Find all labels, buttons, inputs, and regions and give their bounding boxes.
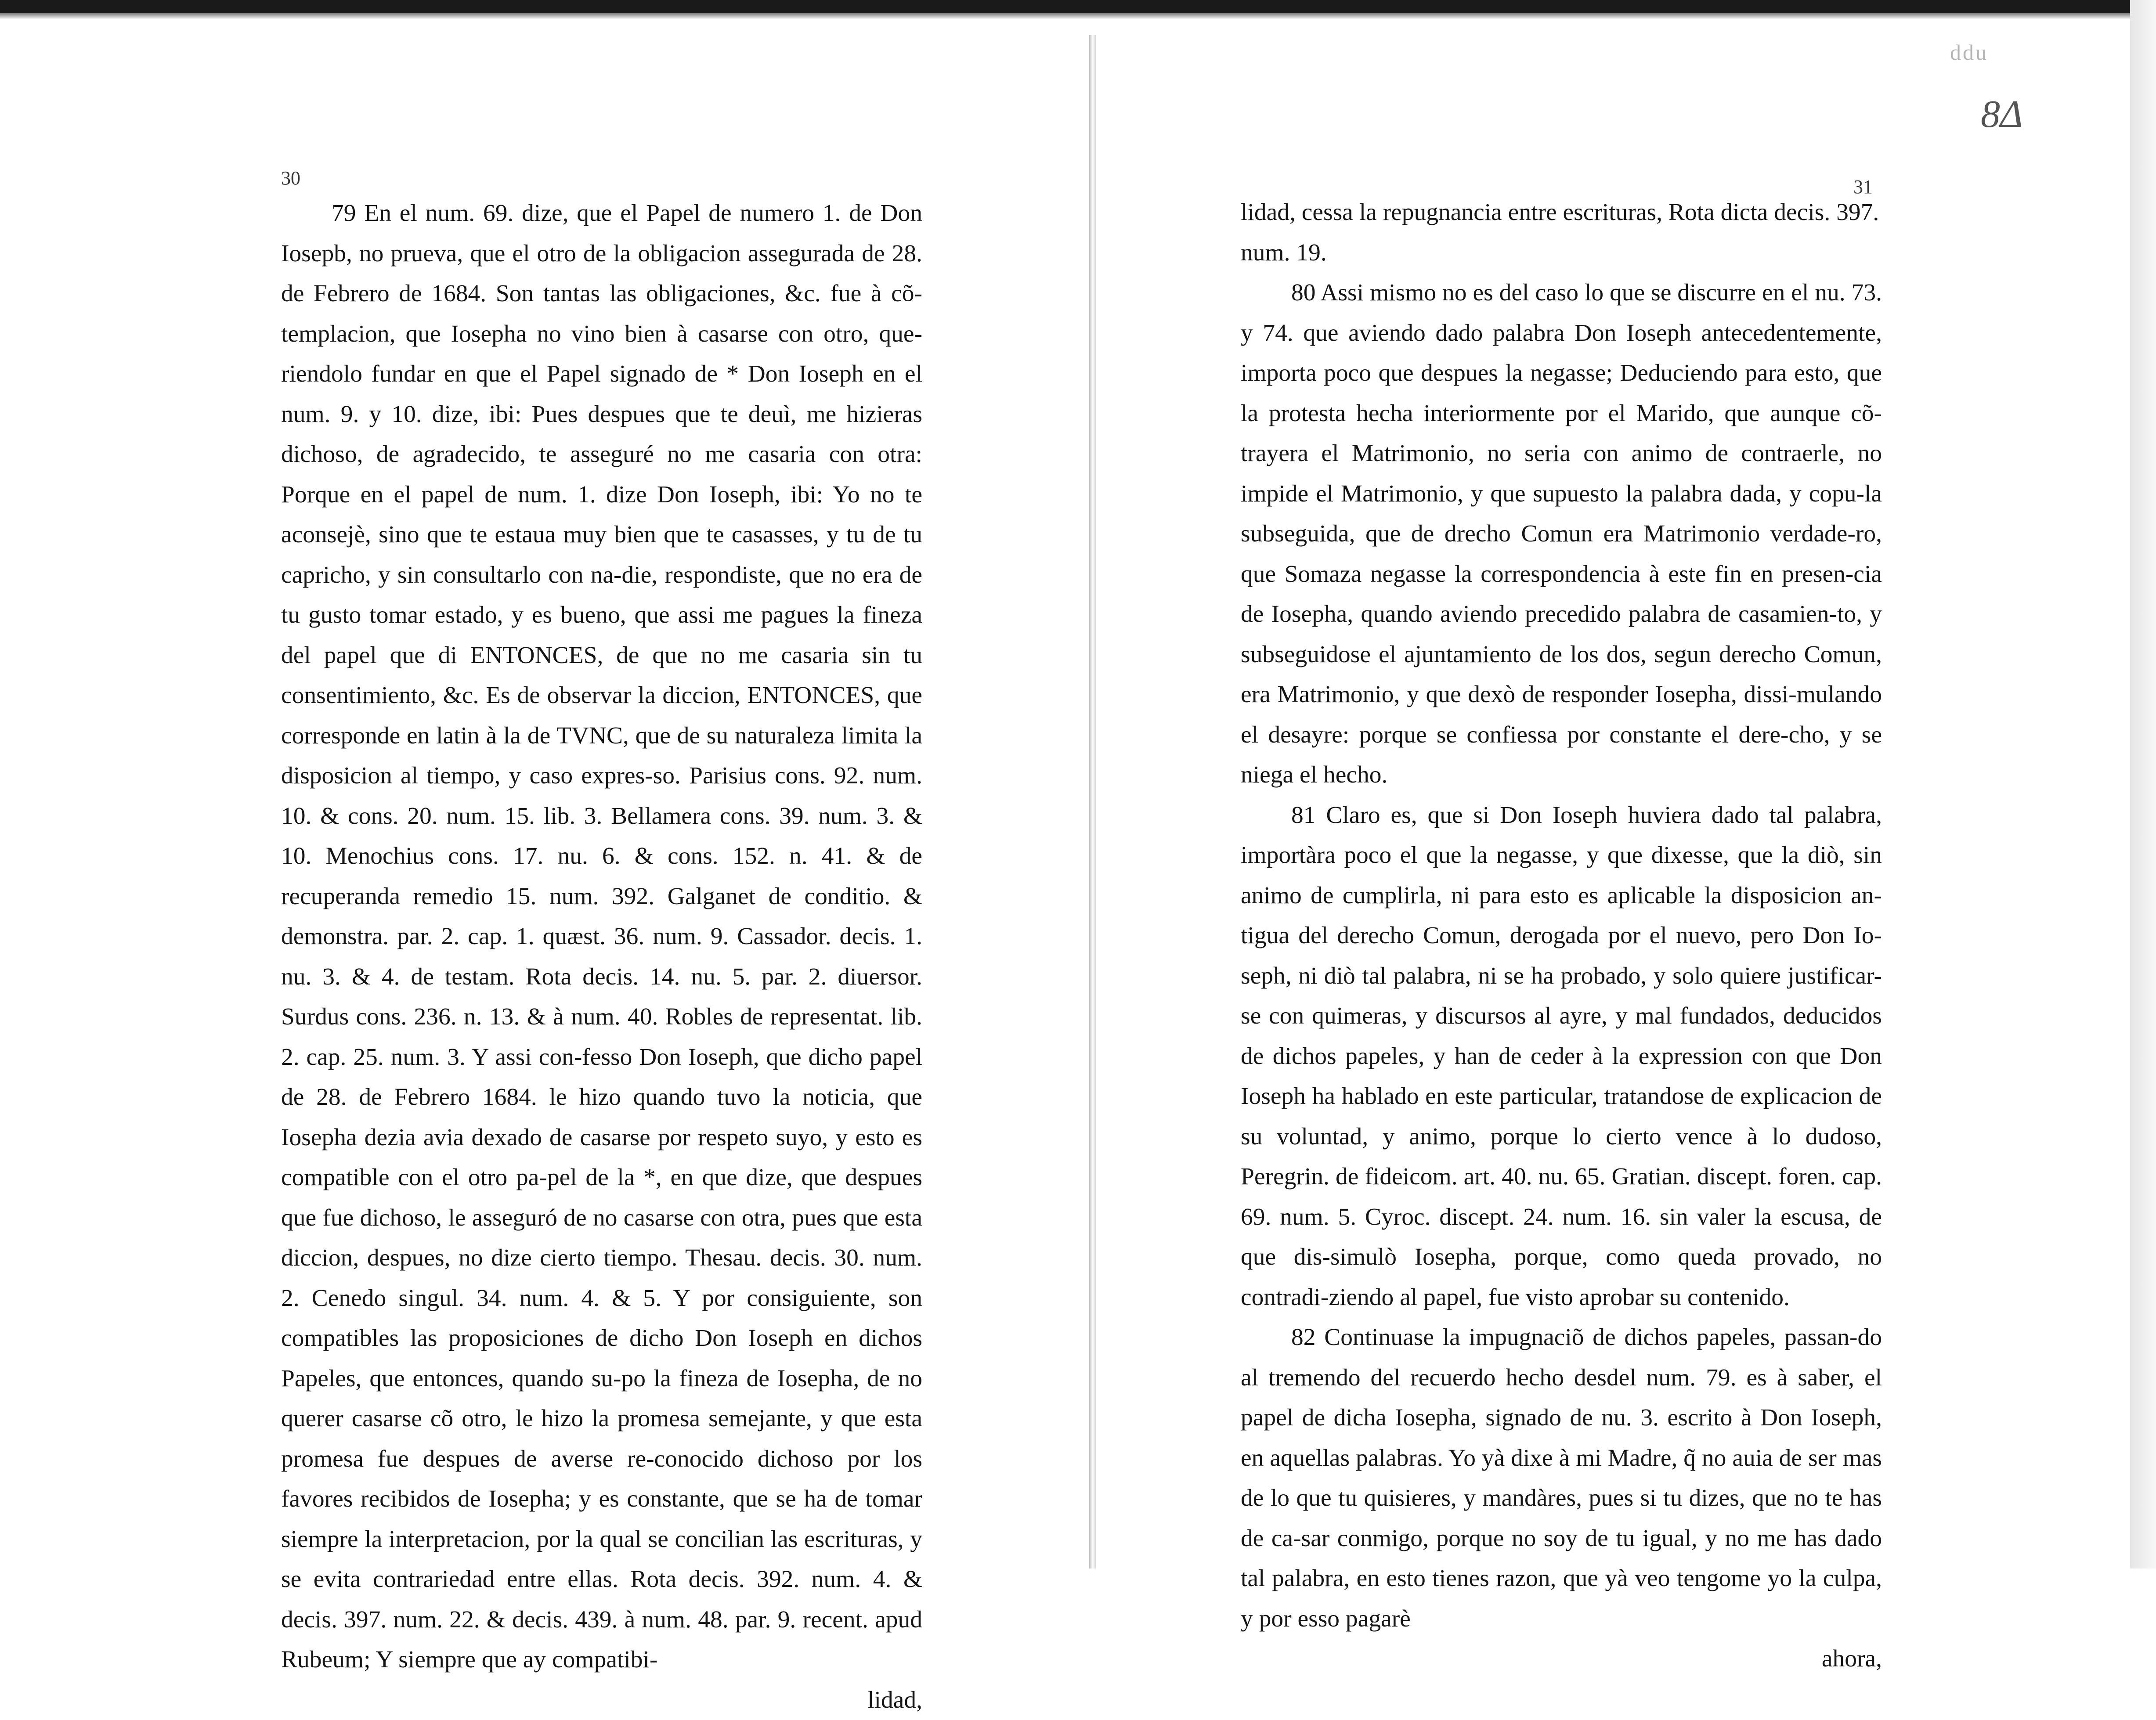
scan-top-shade [0, 13, 2156, 19]
left-page-number: 30 [281, 167, 300, 189]
paragraph-79: 79 En el num. 69. dize, que el Papel de numero 1. de Don Iosepb, no prueva, que el otro de la obligacion assegurada de 28. de Febrero de 1684. Son tantas las obligaciones, &c. fue à cõ-templacion, que Iosepha no vino bien à casarse con otro, que-riendolo fundar en que el Papel signado de * Don Ioseph en el num. 9. y 10. dize, ibi: Pues despues que te deuì, me hizieras dichoso, de agradecido, te asseguré no me casaria con otra: Porque en el papel de num. 1. dize Don Ioseph, ibi: Yo no te aconsejè, sino que te estaua muy bien que te casasses, y tu de tu capricho, y sin consultarlo con na-die, respondiste, que no era de tu gusto tomar estado, y es bueno, que assi me pagues la fineza del papel que di ENTONCES, de que no me casaria sin tu consentimiento, &c. Es de observar la diccion, ENTONCES, que corresponde en latin à la de TVNC, que de su naturaleza limita la disposicion al tiempo, y caso expres-so. Parisius cons. 92. num. 10. & cons. 20. num. 15. lib. 3. Bellamera cons. 39. num. 3. & 10. Menochius cons. 17. nu. 6. & cons. 152. n. 41. & de recuperanda remedio 15. num. 392. Galganet de conditio. & demonstra. par. 2. cap. 1. quæst. 36. num. 9. Cassador. decis. 1. nu. 3. & 4. de testam. Rota decis. 14. nu. 5. par. 2. diuersor. Surdus cons. 236. n. 13. & à num. 40. Robles de representat. lib. 2. cap. 25. num. 3. Y assi con-fesso Don Ioseph, que dicho papel de 28. de Febrero 1684. le hizo quando tuvo la noticia, que Iosepha dezia avia dexado de casarse por respeto suyo, y esto es compatible con el otro pa-pel de la *, en que dize, que despues que fue dichoso, le asseguró de no casarse con otra, pues que esta diccion, despues, no dize cierto tiempo. Thesau. decis. 30. num. 2. Cenedo singul. 34. num. 4. & 5. Y por consiguiente, son compatibles las proposiciones de dicho Don Ioseph en dichos Papeles, que entonces, quando su-po la fineza de Iosepha, de no querer casarse cõ otro, le hizo la promesa semejante, y que esta promesa fue despues de averse re-conocido dichoso por los favores recibidos de Iosepha; y es constante, que se ha de tomar siempre la interpretacion, por la qual se concilian las escrituras, y se evita contrariedad entre ellas. Rota decis. 392. num. 4. & decis. 397. num. 22. & decis. 439. à num. 48. par. 9. recent. apud Rubeum; Y siempre que ay compatibi- [281, 193, 922, 1680]
scan-top-strip [0, 0, 2156, 13]
left-text-column [281, 193, 922, 1720]
catchword-left: lidad, [281, 1680, 922, 1720]
paragraph-81: 81 Claro es, que si Don Ioseph huviera dado tal palabra, importàra poco el que la negasse, y que dixesse, que la diò, sin animo de cumplirla, ni para esto es aplicable la disposicion an-tigua del derecho Comun, derogada por el nuevo, pero Don Io-seph, ni diò tal palabra, ni se ha probado, y solo quiere justificar-se con quimeras, y discursos al ayre, y mal fundados, deducidos de dichos papeles, y han de ceder à la expression con que Don Ioseph ha hablado en este particular, tratandose de explicacion de su voluntad, y animo, porque lo cierto vence à lo dudoso, Peregrin. de fideicom. art. 40. nu. 65. Gratian. discept. foren. cap. 69. num. 5. Cyroc. discept. 24. num. 16. sin valer la escusa, de que dis-simulò Iosepha, porque, como queda provado, no contradi-ziendo al papel, fue visto aprobar su contenido. [1241, 795, 1882, 1318]
book-gutter [1089, 35, 1096, 1569]
paragraph-80: 80 Assi mismo no es del caso lo que se discurre en el nu. 73. y 74. que aviendo dado palabra Don Ioseph antecedentemente, importa poco que despues la negasse; Deduciendo para esto, que la protesta hecha interiormente por el Marido, que aunque cõ-trayera el Matrimonio, no seria con animo de contraerle, no impide el Matrimonio, y que supuesto la palabra dada, y copu-la subseguida, que de drecho Comun era Matrimonio verdade-ro, que Somaza negasse la correspondencia à este fin en presen-cia de Iosepha, quando aviendo precedido palabra de casamien-to, y subseguidose el ajuntamiento de los dos, segun derecho Comun, era Matrimonio, y que dexò de responder Iosepha, dissi-mulando el desayre: porque se confiessa por constante el dere-cho, y se niega el hecho. [1241, 273, 1882, 795]
archive-stamp: ddu [1950, 40, 1988, 65]
scan-right-edge [2130, 0, 2156, 1569]
handwritten-folio-number: 8Δ [1981, 92, 2023, 137]
paragraph-continuation: lidad, cessa la repugnancia entre escrituras, Rota dicta decis. 397. num. 19. [1241, 192, 1882, 273]
right-text-column [1241, 192, 1882, 1679]
catchword-right: ahora, [1241, 1639, 1882, 1679]
paragraph-82: 82 Continuase la impugnaciõ de dichos papeles, passan-do al tremendo del recuerdo hecho desdel num. 79. es à saber, el papel de dicha Iosepha, signado de nu. 3. escrito à Don Ioseph, en aquellas palabras. Yo yà dixe à mi Madre, q̃ no auia de ser mas de lo que tu quisieres, y mandàres, pues si tu dizes, que no te has de ca-sar conmigo, porque no soy de tu igual, y no me has dado tal palabra, en esto tienes razon, que yà veo tengome yo la culpa, y por esso pagarè [1241, 1317, 1882, 1639]
right-page-number: 31 [1853, 176, 1873, 198]
